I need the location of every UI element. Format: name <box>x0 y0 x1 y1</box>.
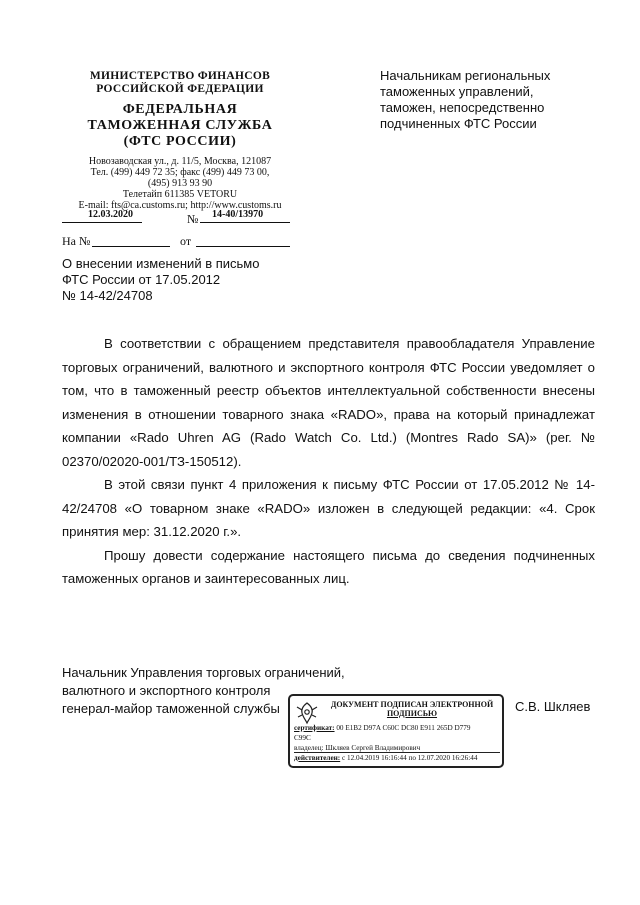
stamp-owner: владелец: Шкляев Сергей Владимирович <box>294 744 421 752</box>
stamp-heading: ДОКУМЕНТ ПОДПИСАН ЭЛЕКТРОННОЙ ПОДПИСЬЮ <box>330 700 494 718</box>
registration-number: 14-40/13970 <box>212 209 264 220</box>
ministry-name: МИНИСТЕРСТВО ФИНАНСОВ РОССИЙСКОЙ ФЕДЕРАЦИИ <box>89 70 271 95</box>
from-blank <box>196 246 290 247</box>
letter-subject: О внесении изменений в письмо ФТС России от 17.05.2012 № 14-42/24708 <box>62 256 260 303</box>
letterhead-contacts <box>60 156 300 211</box>
from-label: от <box>180 234 192 248</box>
e-signature-stamp <box>288 694 504 768</box>
stamp-validity: действителен: с 12.04.2019 16:16:44 по 12.07.2020 16:26:44 <box>294 753 478 762</box>
registration-date: 12.03.2020 <box>88 209 133 220</box>
body-paragraph-2: В этой связи пункт 4 приложения к письму ФТС России от 17.05.2012 № 14-42/24708 «О товарном знаке «RADO» изложен в следующей редакции: «4. Срок принятия мер: 31.12.2020 г.». <box>62 477 595 539</box>
letter-body <box>62 332 595 591</box>
signatory-name: С.В. Шкляев <box>515 699 591 714</box>
addressee: Начальникам региональных таможенных управлений, таможен, непосредственно подчиненных ФТС России <box>380 68 551 131</box>
phone2: (495) 913 93 90 <box>147 178 213 189</box>
number-underline <box>200 222 290 223</box>
stamp-details <box>294 724 500 763</box>
body-paragraph-3: Прошу довести содержание настоящего письма до сведения подчиненных таможенных органов и заинтересованных лиц. <box>62 547 595 586</box>
in-reply-blank <box>92 246 170 247</box>
stamp-certificate-cont: C99C <box>294 733 311 742</box>
phone: Тел. (499) 449 72 35; факс (499) 449 73 00, <box>90 167 270 178</box>
emblem-icon <box>294 700 320 726</box>
date-underline <box>62 222 142 223</box>
letterhead <box>60 70 300 211</box>
stamp-certificate: сертификат: 00 E1B2 D97A C60C DC80 E911 265D D779 <box>294 724 471 732</box>
number-sign: № <box>187 212 199 226</box>
signatory-title: Начальник Управления торговых ограничений, валютного и экспортного контроля генерал-майор таможенной службы <box>62 665 345 716</box>
teletype: Телетайп 611385 VETORU <box>122 189 238 200</box>
email: E-mail: fts@ca.customs.ru; http://www.customs.ru <box>78 200 282 211</box>
in-reply-label: На № <box>62 234 91 248</box>
address: Новозаводская ул., д. 11/5, Москва, 121087 <box>88 156 272 167</box>
body-paragraph-1: В соответствии с обращением представителя правообладателя Управление торговых ограничений, валютного и экспортного контроля ФТС России уведомляет о том, что в таможенный реестр объектов интеллектуальной собственности внесены изменения в отношении товарного знака «RADO», права на который принадлежат компании «Rado Uhren AG (Rado Watch Co. Ltd.) (Montres Rado SA)» (рег. № 02370/02020-001/ТЗ-150512). <box>62 336 595 469</box>
stamp-separator <box>294 752 500 753</box>
service-name: ФЕДЕРАЛЬНАЯ ТАМОЖЕННАЯ СЛУЖБА (ФТС РОССИИ) <box>87 102 273 149</box>
